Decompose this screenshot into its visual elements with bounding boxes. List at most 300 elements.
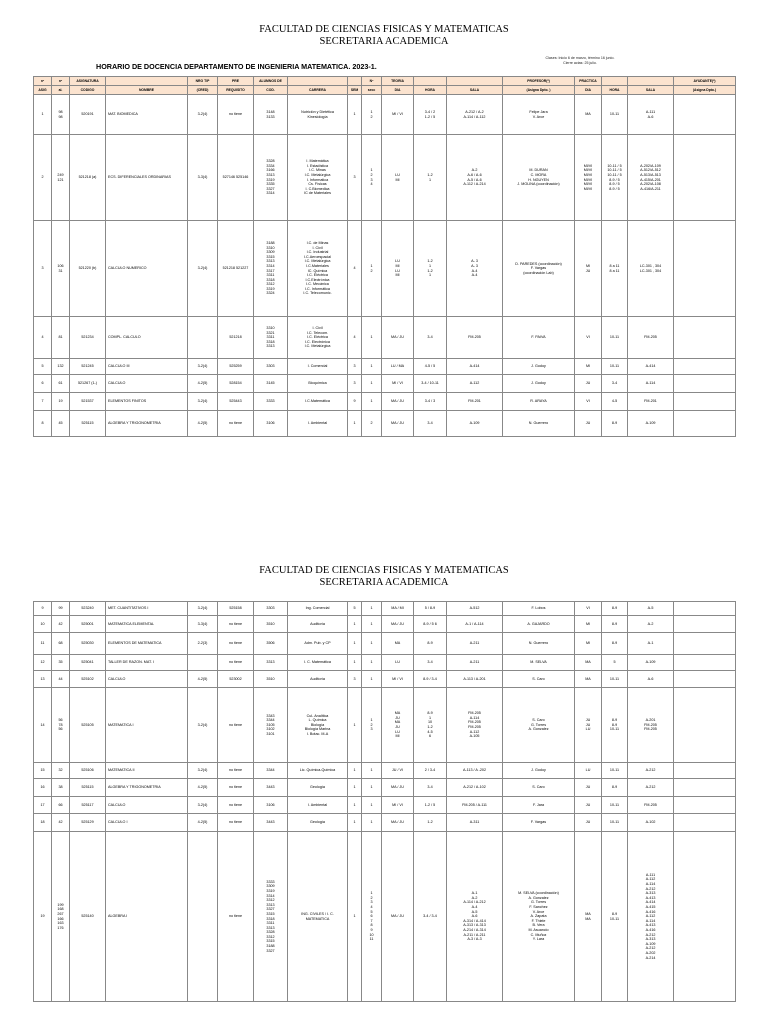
career-code-value: 3148 (266, 109, 275, 114)
professor-value: F. Thiele (531, 918, 546, 923)
theory-hour (414, 763, 447, 779)
career-code-value: 3145 (266, 381, 275, 386)
theory-hour-value: 3-4 / 10-11 (421, 381, 439, 386)
course-code (70, 317, 106, 359)
theory-day (382, 95, 414, 135)
theory-hour-value: 2 / 3-4 (424, 768, 436, 773)
asig-number (34, 602, 52, 616)
professor-value: J. MOLINA (coordinación) (517, 182, 560, 187)
semester-value: 3 (353, 381, 356, 386)
practice-hour-value: 8-9 (611, 718, 618, 723)
practice-hour-value: 10-11 (609, 820, 620, 825)
practice-day-value: MI (585, 364, 591, 369)
practice-hour-value: 5 (613, 660, 616, 665)
career-code-value: 3303 (266, 364, 275, 369)
theory-hour (414, 832, 447, 1002)
prerequisite (218, 671, 254, 688)
course-name (106, 814, 188, 832)
course-name (106, 671, 188, 688)
asig-number (34, 671, 52, 688)
section-value: 1 (370, 820, 373, 825)
practice-room-value: A-112 (645, 914, 656, 919)
career-name (288, 95, 348, 135)
student-count-value: 61 (58, 381, 63, 386)
practice-room-value: FM-201 (644, 399, 657, 404)
theory-day-value: MA / JU (391, 335, 404, 340)
theory-day-value: MA (394, 720, 401, 725)
practice-day (575, 779, 602, 797)
student-count (52, 616, 70, 633)
career-name-value: I.C. Metalúrgica (304, 344, 331, 349)
theory-room-value: A-114 (469, 715, 480, 720)
career-code (254, 655, 288, 671)
student-count-value: 132 (57, 364, 64, 369)
theory-room-value: A-414 (469, 364, 480, 369)
semester (348, 221, 362, 317)
table-row (34, 779, 736, 797)
theory-day (382, 135, 414, 221)
practice-room (628, 95, 674, 135)
credits-value: 3-2(4) (197, 768, 208, 773)
theory-day (382, 411, 414, 437)
section-value: 6 (370, 914, 373, 919)
prerequisite (218, 633, 254, 655)
semester-value: 1 (353, 914, 356, 919)
theory-hour-value: 3-4 (427, 785, 433, 790)
practice-hour (602, 221, 628, 317)
theory-hour-value: 5 / 8-9 (424, 606, 436, 611)
table-row (34, 375, 736, 393)
course-name (106, 763, 188, 779)
course-code-value: 525001 (81, 621, 94, 626)
section (362, 671, 382, 688)
credits-value: 4-2(5) (197, 785, 208, 790)
theory-day-value: MI / VI (392, 381, 403, 386)
career-name (288, 135, 348, 221)
section-value: 4 (370, 905, 373, 910)
course-code (70, 95, 106, 135)
column-header (602, 77, 628, 86)
prerequisite-value: 525158 (229, 606, 242, 611)
practice-day (575, 317, 602, 359)
career-name-value: Bioquímica (308, 381, 327, 386)
assistant (674, 317, 736, 359)
asig-number (34, 411, 52, 437)
professor-value: Felipe Jara (529, 109, 548, 114)
career-code-value: 3510 (266, 621, 275, 626)
theory-day (382, 688, 414, 763)
prerequisite (218, 221, 254, 317)
practice-day-value: JU (585, 268, 591, 273)
theory-room-value: A-113 / A-201 (463, 676, 486, 681)
career-name-value: Adm. Pub. y CP (304, 641, 331, 646)
table-row (34, 411, 736, 437)
career-name (288, 317, 348, 359)
practice-day-value: JU (585, 802, 591, 807)
section-value: 2 (370, 722, 373, 727)
theory-hour (414, 655, 447, 671)
column-header: PROFESOR(*) (503, 77, 575, 86)
career-code-value: 3327 (266, 907, 275, 912)
student-count-value: 31 (58, 268, 63, 273)
prerequisite (218, 411, 254, 437)
career-name-value: I.C.Aeroespacial (303, 254, 332, 259)
section (362, 779, 382, 797)
career-code (254, 832, 288, 1002)
practice-hour-value: 8-9 (611, 785, 618, 790)
practice-hour (602, 393, 628, 411)
student-count (52, 359, 70, 375)
section-value: 3 (370, 727, 373, 732)
section-value: 9 (370, 927, 373, 932)
semester (348, 602, 362, 616)
career-name (288, 633, 348, 655)
career-name-value: I.C. Eléctrica (307, 273, 328, 278)
student-count-value: 66 (58, 802, 63, 807)
prerequisite (218, 393, 254, 411)
credits (188, 393, 218, 411)
schedule-table-1 (33, 76, 736, 437)
career-name-value: L. Química (308, 718, 327, 723)
theory-room-value: A-109 (469, 421, 480, 426)
theory-day (382, 832, 414, 1002)
semester-value: 1 (353, 621, 356, 626)
assistant (674, 832, 736, 1002)
career-name-value: I. Estadística (306, 163, 329, 168)
course-code (70, 779, 106, 797)
practice-day-value: MI/VI (583, 172, 593, 177)
practice-room-value: A-202 (645, 950, 656, 955)
professor-value: N. Guerrero (528, 421, 549, 426)
professor (503, 633, 575, 655)
column-header: ALUMNOS DE (254, 77, 288, 86)
career-name-value: I.C. Minas (309, 168, 326, 173)
credits (188, 671, 218, 688)
theory-day (382, 602, 414, 616)
practice-room-value: A-416 (645, 909, 656, 914)
semester (348, 671, 362, 688)
theory-room-value: A-4 (471, 273, 478, 278)
section-value: 1 (370, 168, 373, 173)
practice-room (628, 832, 674, 1002)
practice-hour (602, 763, 628, 779)
course-name (106, 779, 188, 797)
theory-day-value: JU (395, 725, 400, 729)
credits (188, 655, 218, 671)
practice-hour (602, 797, 628, 814)
professor-value: J. Godoy (531, 768, 546, 773)
career-name-value: Ing. Comercial (305, 606, 330, 611)
theory-room-value: FM-205 (468, 725, 481, 729)
column-header (628, 77, 674, 86)
theory-day-value: LU (395, 259, 400, 264)
semester-value: 3 (353, 364, 356, 369)
prerequisite (218, 359, 254, 375)
column-header: NRO T/P (188, 77, 218, 86)
practice-day-value: JU (585, 785, 591, 790)
prerequisite-value: no tiene (228, 768, 243, 773)
credits-value: 2-2(3) (197, 641, 208, 646)
practice-room-value: A-1 (647, 641, 654, 646)
career-code (254, 779, 288, 797)
practice-hour-value: 8 a 11 (609, 263, 620, 268)
semester (348, 814, 362, 832)
prerequisite-value: no tiene (228, 820, 243, 825)
prerequisite (218, 688, 254, 763)
theory-room (447, 359, 503, 375)
student-count-value: 35 (58, 660, 63, 665)
course-name-value: MAT. BIOMEDICA (108, 112, 138, 117)
theory-hour-value: 4-5 / 5 (424, 364, 436, 369)
course-name (106, 655, 188, 671)
career-name (288, 779, 348, 797)
semester-value: 4 (353, 335, 356, 340)
practice-room (628, 317, 674, 359)
career-name (288, 832, 348, 1002)
theory-room-value: A-311 (469, 820, 480, 825)
practice-day-value: LU (585, 727, 591, 732)
career-code (254, 633, 288, 655)
course-name-value: CALCULO III (108, 364, 130, 369)
table-row (34, 797, 736, 814)
practice-day (575, 602, 602, 616)
professor-value: A. GAJARDO (527, 621, 550, 626)
section (362, 814, 382, 832)
practice-day-value: MA (585, 660, 591, 665)
credits-value: 3-2(4) (197, 722, 208, 727)
practice-room-value: A-202/A-108 (640, 182, 661, 187)
credits (188, 375, 218, 393)
section-value: 2 (370, 421, 373, 426)
course-name-value: COMPL. CALCULO (108, 335, 141, 340)
asig-number-value: 14 (40, 722, 45, 727)
career-code-value: 3303 (266, 606, 275, 611)
course-name-value: CALCULO (108, 802, 126, 807)
career-code-value: 3315 (266, 911, 275, 916)
theory-room-value: A-211 (469, 660, 480, 665)
career-name-value: I.C.Matemática (305, 399, 330, 404)
career-code (254, 688, 288, 763)
career-name-value: I. Civil (312, 326, 323, 331)
prerequisite-value: 523002 (229, 676, 242, 681)
practice-hour (602, 95, 628, 135)
course-code (70, 814, 106, 832)
theory-hour (414, 688, 447, 763)
student-count-value: 44 (58, 676, 63, 681)
professor (503, 393, 575, 411)
column-header: HORA (414, 86, 447, 95)
asig-number (34, 633, 52, 655)
professor-value: G. Torres (530, 900, 547, 905)
career-name (288, 763, 348, 779)
professor-value: F. PAIVA (531, 335, 546, 340)
theory-room (447, 602, 503, 616)
theory-day-value: LU (395, 729, 400, 734)
theory-day-value: MI / VI (392, 802, 403, 807)
table-row (34, 95, 736, 135)
semester-value: 1 (353, 785, 356, 790)
practice-room-value: A-109 (645, 660, 656, 665)
student-count-value: 168 (57, 907, 64, 912)
theory-room-value: A-1 (471, 891, 478, 896)
theory-day (382, 375, 414, 393)
theory-room-value: FM-205 (468, 720, 481, 725)
semester-value: 1 (353, 722, 356, 727)
prerequisite (218, 616, 254, 633)
column-header: (Asigna Dpto. ) (503, 86, 575, 95)
credits (188, 633, 218, 655)
professor (503, 602, 575, 616)
career-name-value: Geología (310, 785, 325, 790)
theory-room-value: A-5 (471, 909, 478, 914)
dates-note: Clases: Inicio 6 de marzo, término 16 junio. Cierre actas: 25 julio. (545, 56, 615, 65)
professor (503, 317, 575, 359)
section (362, 616, 382, 633)
theory-day (382, 221, 414, 317)
theory-room-value: FM-201 (468, 399, 481, 404)
practice-hour-value: 8-9 / 5 (609, 182, 620, 187)
career-code-value: 3313 (266, 172, 275, 177)
practice-room (628, 779, 674, 797)
theory-day-value: LU (395, 268, 400, 273)
theory-room-value: A-112 (469, 729, 480, 734)
prerequisite-value: no tiene (228, 914, 243, 919)
practice-room (628, 411, 674, 437)
practice-room-value: A-111 (645, 109, 656, 114)
career-name-value: Kinesiología (307, 114, 328, 119)
prerequisite-value: no tiene (228, 621, 243, 626)
professor (503, 135, 575, 221)
practice-day (575, 393, 602, 411)
asig-number (34, 779, 52, 797)
course-code-value: 521220 (b) (78, 266, 97, 271)
assistant (674, 763, 736, 779)
assistant (674, 779, 736, 797)
theory-room-value: A-3 / A-3 (467, 937, 482, 942)
column-header: TEORIA (382, 77, 414, 86)
theory-hour-value: 1-2 / 5 (424, 802, 436, 807)
student-count-value: 42 (58, 621, 63, 626)
professor-value: A. Gonzalez (528, 895, 549, 900)
theory-room-value: A-4 (471, 905, 478, 910)
course-code-value: 525117 (81, 802, 94, 807)
career-name-value: I.C.Electrónica (305, 277, 330, 282)
semester-value: 1 (353, 820, 356, 825)
credits (188, 763, 218, 779)
career-name-value: IC de Materiales (304, 191, 331, 196)
section-value: 1 (370, 676, 373, 681)
section (362, 317, 382, 359)
professor-value: C. MORA (530, 172, 547, 177)
student-count (52, 135, 70, 221)
course-name (106, 221, 188, 317)
practice-room-value: A-109 (645, 941, 656, 946)
practice-hour (602, 317, 628, 359)
career-name-value: MATEMATICA (305, 916, 330, 921)
course-code-value: 525102 (81, 676, 94, 681)
theory-hour-value: 3-4 (427, 660, 433, 665)
theory-hour-value: 1-2 (427, 820, 433, 825)
student-count-value: 98 (58, 109, 63, 114)
career-code (254, 221, 288, 317)
practice-room (628, 797, 674, 814)
professor-value: F. Lobos (531, 606, 546, 611)
semester-value: 1 (353, 421, 356, 426)
section-value: 4 (370, 182, 373, 187)
theory-room (447, 616, 503, 633)
asig-number (34, 221, 52, 317)
prerequisite-value: 528154 (229, 381, 242, 386)
practice-day-value: MI (585, 641, 591, 646)
prerequisite (218, 655, 254, 671)
career-code-value: 3311 (266, 273, 275, 278)
course-name-value: ECS. DIFERENCIALES ORDINARIAS (108, 175, 171, 180)
theory-day-value: MA / JU (391, 820, 404, 825)
asig-number (34, 135, 52, 221)
theory-room (447, 671, 503, 688)
credits-value: 3-2(4) (197, 802, 208, 807)
career-name-value: I. Botac. M-A (306, 731, 329, 736)
professor-value: J. Godoy (531, 381, 546, 386)
practice-room-value: A-109 (645, 421, 656, 426)
theory-room-value: A- 3 (471, 263, 478, 268)
course-name (106, 832, 188, 1002)
career-code-value: 3506 (266, 641, 275, 646)
career-code-value: 3311 (266, 921, 275, 926)
asig-number-value: 11 (40, 641, 45, 646)
theory-room-value: A-211 / A-211 (463, 932, 486, 937)
theory-room (447, 95, 503, 135)
course-code-value: 525105 (81, 722, 94, 727)
section-value: 7 (370, 918, 373, 923)
theory-hour (414, 616, 447, 633)
practice-day (575, 763, 602, 779)
practice-room (628, 135, 674, 221)
theory-day (382, 317, 414, 359)
course-code-value: 525115 (81, 785, 94, 790)
theory-room-value: A-112 / A-214 (463, 182, 486, 187)
prerequisite (218, 814, 254, 832)
student-count (52, 797, 70, 814)
prerequisite (218, 602, 254, 616)
practice-room-value: A-512/A-512 (640, 168, 661, 173)
theory-day (382, 359, 414, 375)
career-name-value: Geología (310, 820, 325, 825)
table-row (34, 633, 736, 655)
theory-room-value: FM-205 (468, 711, 481, 716)
practice-room (628, 633, 674, 655)
practice-day-value: MI (585, 263, 591, 268)
asig-number (34, 832, 52, 1002)
career-name (288, 375, 348, 393)
practice-room-value: FM-205 (644, 727, 657, 732)
career-code-value: 3188 (266, 944, 275, 949)
theory-room-value: A-212 / A-2 (465, 109, 484, 114)
semester (348, 95, 362, 135)
student-count-value: 199 (57, 902, 64, 907)
career-code (254, 797, 288, 814)
practice-hour (602, 359, 628, 375)
professor-value: H. NGUYEN (528, 177, 549, 182)
career-name-value: I.C. Metalúrgica (304, 259, 331, 264)
course-name-value: MATEMATICA I (108, 722, 134, 727)
practice-room-value: A-6 (647, 676, 654, 681)
column-header: COD. (254, 86, 288, 95)
practice-hour (602, 602, 628, 616)
section-value: 1 (370, 364, 373, 369)
column-header: PRACTICA (575, 77, 602, 86)
theory-hour-value: 1-2 (427, 725, 433, 729)
